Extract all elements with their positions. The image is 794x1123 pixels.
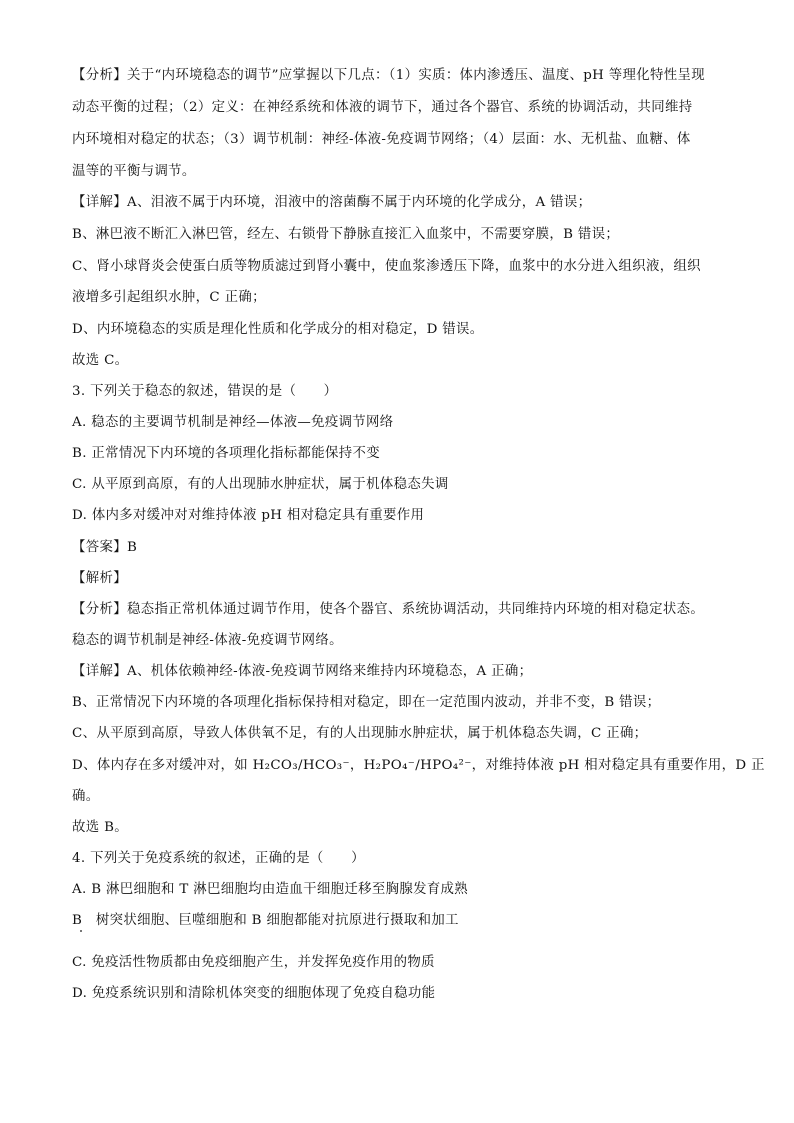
answer-conclusion: 故选 C。	[72, 353, 129, 368]
detail-option-d: D、内环境稳态的实质是理化性质和化学成分的相对稳定，D 错误。	[72, 322, 484, 337]
analysis-paragraph-line-1: 【分析】关于“内环境稳态的调节”应掌握以下几点：（1）实质：体内渗透压、温度、pH 等理化特性呈现	[72, 68, 705, 83]
explanation-tag: 【解析】	[72, 571, 127, 586]
detail-option-c-line-2: 液增多引起组织水肿，C 正确；	[72, 290, 266, 305]
answer-value: B	[126, 540, 138, 555]
question-4-option-a: A. B 淋巴细胞和 T 淋巴细胞均由造血干细胞迁移至胸腺发育成熟	[72, 882, 469, 897]
detail-paragraph-line-1: 【详解】A、泪液不属于内环境，泪液中的溶菌酶不属于内环境的化学成分，A 错误；	[72, 195, 592, 210]
analysis-tag: 【分析】	[72, 68, 127, 83]
analysis-paragraph-line-4: 温等的平衡与调节。	[72, 164, 196, 179]
answer-conclusion-2: 故选 B。	[72, 820, 129, 835]
answer-tag: 【答案】	[72, 540, 127, 555]
answer-line	[72, 539, 722, 557]
detail-2-option-b: B、正常情况下内环境的各项理化指标保持相对稳定，即在一定范围内波动，并非不变，B 错误；	[72, 695, 661, 710]
stray-dot-mark	[80, 930, 82, 932]
detail-option-c-line-1: C、肾小球肾炎会使蛋白质等物质滤过到肾小囊中，使血浆渗透压下降，血浆中的水分进入组织液，组织	[72, 259, 701, 274]
question-3-option-c: C. 从平原到高原，有的人出现肺水肿症状，属于机体稳态失调	[72, 477, 449, 492]
question-4-option-c: C. 免疫活性物质都由免疫细胞产生，并发挥免疫作用的物质	[72, 955, 435, 970]
detail-2-option-d-line-1: D、体内存在多对缓冲对，如 H₂CO₃/HCO₃⁻，H₂PO₄⁻/HPO₄²⁻，对维持体液 pH 相对稳定具有重要作用，D 正	[72, 758, 765, 773]
question-4-option-d: D. 免疫系统识别和清除机体突变的细胞体现了免疫自稳功能	[72, 986, 436, 1001]
question-3-option-d: D. 体内多对缓冲对对维持体液 pH 相对稳定具有重要作用	[72, 508, 425, 523]
question-4-stem: 4. 下列关于免疫系统的叙述，正确的是（ ）	[72, 851, 365, 866]
question-3-stem: 3. 下列关于稳态的叙述，错误的是（ ）	[72, 384, 338, 399]
question-3-option-a: A. 稳态的主要调节机制是神经—体液—免疫调节网络	[72, 415, 394, 430]
detail-2-line-1: 【详解】A、机体依赖神经-体液-免疫调节网络来维持内环境稳态，A 正确；	[72, 664, 533, 679]
detail-2-option-c: C、从平原到高原，导致人体供氧不足，有的人出现肺水肿症状，属于机体稳态失调，C 正确；	[72, 726, 648, 741]
question-4-option-b: B 树突状细胞、巨噬细胞和 B 细胞都能对抗原进行摄取和加工	[72, 913, 459, 928]
question-3-option-b: B. 正常情况下内环境的各项理化指标都能保持不变	[72, 446, 380, 461]
detail-tag: 【详解】	[72, 664, 127, 679]
detail-option-b: B、淋巴液不断汇入淋巴管，经左、右锁骨下静脉直接汇入血浆中，不需要穿膜，B 错误；	[72, 227, 620, 242]
detail-2-option-d-line-2: 确。	[72, 789, 100, 804]
analysis-2-line-1: 【分析】稳态指正常机体通过调节作用，使各个器官、系统协调活动，共同维持内环境的相对稳定状态。	[72, 602, 705, 617]
explanation-heading	[72, 570, 722, 588]
detail-tag: 【详解】	[72, 195, 127, 210]
analysis-2-line-2: 稳态的调节机制是神经-体液-免疫调节网络。	[72, 633, 343, 648]
analysis-paragraph-line-3: 内环境相对稳定的状态；（3）调节机制：神经-体液-免疫调节网络；（4）层面：水、无机盐、血糖、体	[72, 132, 691, 147]
analysis-tag: 【分析】	[72, 602, 127, 617]
analysis-paragraph-line-2: 动态平衡的过程；（2）定义：在神经系统和体液的调节下，通过各个器官、系统的协调活动，共同维持	[72, 100, 693, 115]
